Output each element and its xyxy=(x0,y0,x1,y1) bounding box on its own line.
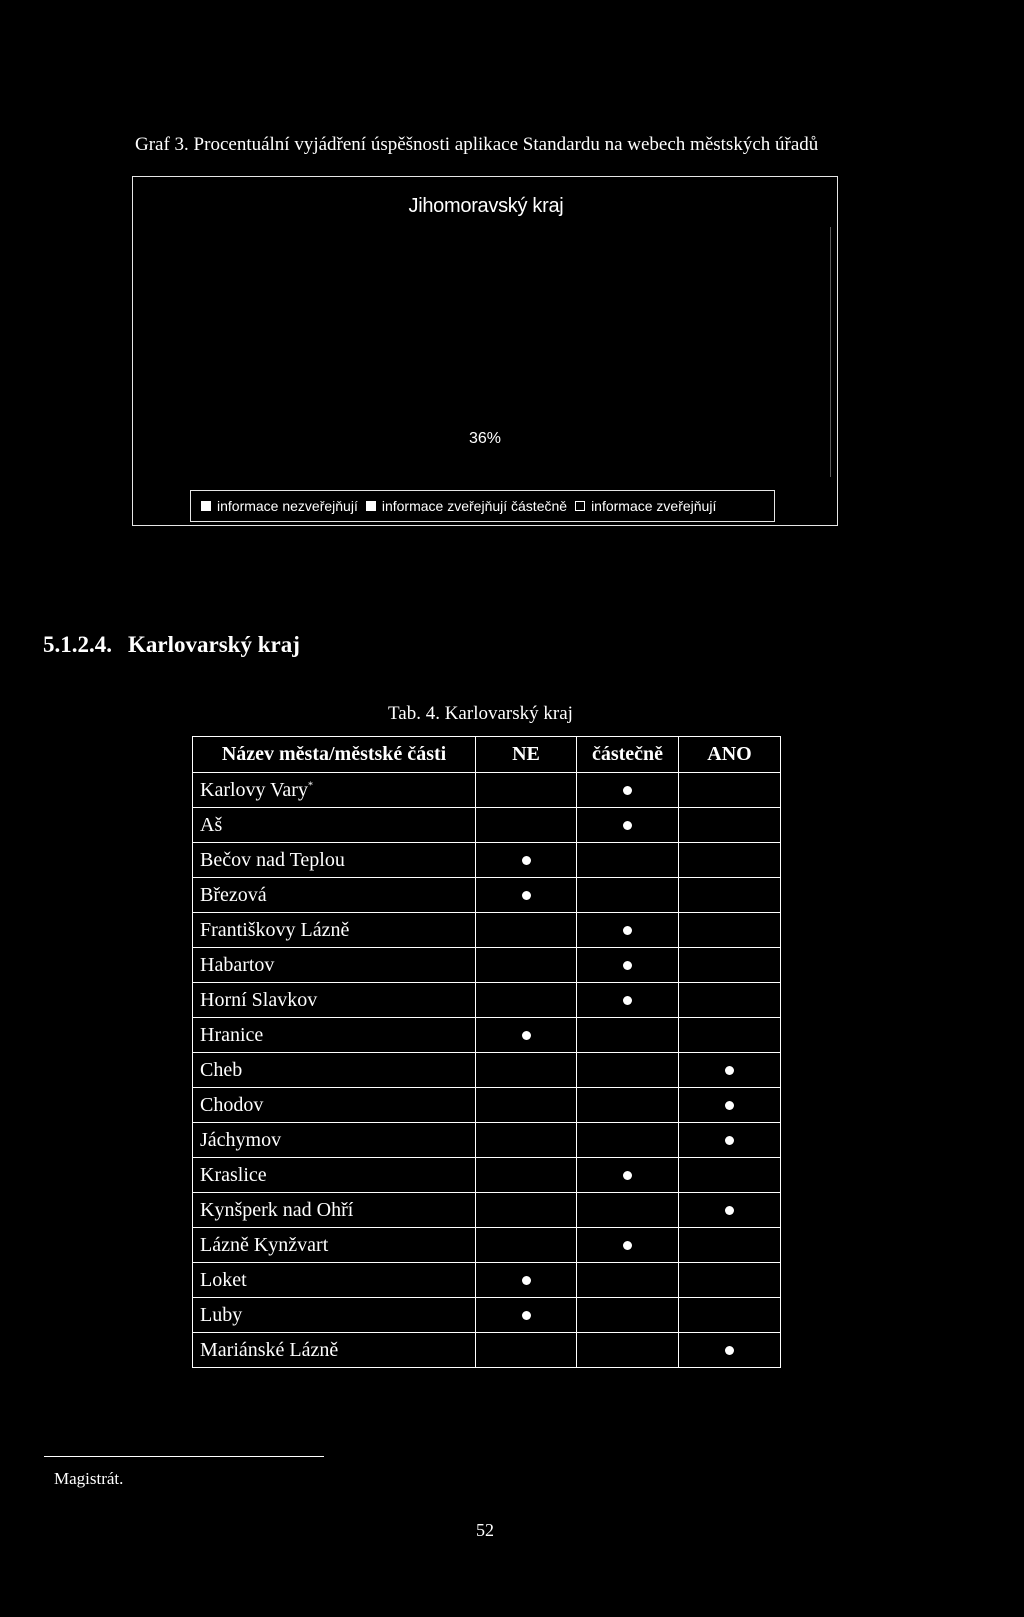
mark-cell xyxy=(577,1018,679,1053)
bullet-dot-icon xyxy=(623,786,632,795)
table-row xyxy=(193,1298,781,1333)
mark-cell xyxy=(476,1193,577,1228)
section-title: Karlovarský kraj xyxy=(128,632,300,657)
mark-cell xyxy=(679,1053,781,1088)
section-heading xyxy=(43,632,300,658)
mark-cell xyxy=(476,1228,577,1263)
mark-cell xyxy=(577,773,679,808)
table-row xyxy=(193,878,781,913)
city-name-cell xyxy=(193,1123,476,1158)
footnote: Magistrát. xyxy=(54,1469,124,1488)
mark-cell xyxy=(679,983,781,1018)
bullet-dot-icon xyxy=(623,926,632,935)
table-header-row xyxy=(193,737,781,773)
mark-cell xyxy=(577,913,679,948)
legend-item xyxy=(366,498,567,514)
mark-cell xyxy=(476,1333,577,1368)
table-row xyxy=(193,1333,781,1368)
city-name-cell xyxy=(193,1228,476,1263)
bullet-dot-icon xyxy=(725,1101,734,1110)
city-name-cell xyxy=(193,843,476,878)
mark-cell xyxy=(679,1018,781,1053)
mark-cell xyxy=(679,1228,781,1263)
mark-cell xyxy=(679,913,781,948)
header-ne: NE xyxy=(476,737,577,773)
footnote-marker: * xyxy=(307,779,313,791)
chart-title: Jihomoravský kraj xyxy=(408,195,564,217)
city-name: Lázně Kynžvart xyxy=(200,1233,329,1256)
city-name-cell xyxy=(193,1298,476,1333)
city-name: Cheb xyxy=(200,1058,243,1081)
city-name: Habartov xyxy=(200,953,275,976)
mark-cell xyxy=(679,1333,781,1368)
legend-item xyxy=(575,498,716,514)
mark-cell xyxy=(679,878,781,913)
table-row xyxy=(193,1263,781,1298)
table-row xyxy=(193,948,781,983)
city-name-cell xyxy=(193,913,476,948)
header-ano: ANO xyxy=(679,737,781,773)
mark-cell xyxy=(476,1263,577,1298)
legend-swatch-filled-icon xyxy=(366,501,376,511)
mark-cell xyxy=(679,948,781,983)
bullet-dot-icon xyxy=(522,1031,531,1040)
mark-cell xyxy=(679,1088,781,1123)
mark-cell xyxy=(476,1123,577,1158)
table-row xyxy=(193,1228,781,1263)
mark-cell xyxy=(476,1053,577,1088)
bullet-dot-icon xyxy=(522,1276,531,1285)
city-name: Hranice xyxy=(200,1023,264,1046)
table-row xyxy=(193,1158,781,1193)
mark-cell xyxy=(577,808,679,843)
bullet-dot-icon xyxy=(522,891,531,900)
mark-cell xyxy=(679,1263,781,1298)
city-name-cell xyxy=(193,1193,476,1228)
mark-cell xyxy=(577,1298,679,1333)
mark-cell xyxy=(577,1123,679,1158)
city-name: Bečov nad Teplou xyxy=(200,848,345,871)
mark-cell xyxy=(476,1018,577,1053)
mark-cell xyxy=(476,913,577,948)
mark-cell xyxy=(577,1228,679,1263)
legend-swatch-outline-icon xyxy=(575,501,585,511)
city-name-cell xyxy=(193,1018,476,1053)
table-row xyxy=(193,808,781,843)
table-row xyxy=(193,843,781,878)
mark-cell xyxy=(476,808,577,843)
city-name: Mariánské Lázně xyxy=(200,1338,339,1361)
legend-swatch-filled-icon xyxy=(201,501,211,511)
graph-caption: Graf 3. Procentuální vyjádření úspěšnosti aplikace Standardu na webech městských úřadů xyxy=(135,134,819,155)
mark-cell xyxy=(476,1088,577,1123)
table-row xyxy=(193,1123,781,1158)
city-name: Kraslice xyxy=(200,1163,267,1186)
city-name-cell xyxy=(193,983,476,1018)
mark-cell xyxy=(476,773,577,808)
mark-cell xyxy=(577,1088,679,1123)
legend-label: informace zveřejňují částečně xyxy=(381,498,568,514)
bullet-dot-icon xyxy=(725,1346,734,1355)
section-number: 5.1.2.4. xyxy=(43,632,112,657)
city-name: Loket xyxy=(200,1268,247,1291)
bullet-dot-icon xyxy=(623,996,632,1005)
city-name: Luby xyxy=(200,1303,243,1326)
data-table xyxy=(192,736,781,1368)
bullet-dot-icon xyxy=(623,1241,632,1250)
bullet-dot-icon xyxy=(522,1311,531,1320)
bullet-dot-icon xyxy=(623,961,632,970)
footnote-divider xyxy=(44,1456,324,1457)
mark-cell xyxy=(679,843,781,878)
city-name-cell xyxy=(193,948,476,983)
mark-cell xyxy=(476,843,577,878)
mark-cell xyxy=(679,1193,781,1228)
chart-legend xyxy=(190,490,775,522)
city-name: Karlovy Vary xyxy=(200,778,308,801)
mark-cell xyxy=(577,983,679,1018)
mark-cell xyxy=(679,773,781,808)
bullet-dot-icon xyxy=(522,856,531,865)
city-name-cell xyxy=(193,1053,476,1088)
city-name: Františkovy Lázně xyxy=(200,918,350,941)
header-castecne: částečně xyxy=(577,737,679,773)
mark-cell xyxy=(577,843,679,878)
mark-cell xyxy=(679,808,781,843)
city-name: Horní Slavkov xyxy=(200,988,318,1011)
table-row xyxy=(193,1193,781,1228)
table-row xyxy=(193,773,781,808)
city-name: Jáchymov xyxy=(200,1128,282,1151)
bullet-dot-icon xyxy=(725,1206,734,1215)
mark-cell xyxy=(577,878,679,913)
chart-frame xyxy=(132,176,838,526)
city-name-cell xyxy=(193,878,476,913)
chart-percent-label: 36% xyxy=(468,430,502,447)
city-name-cell xyxy=(193,1158,476,1193)
table-row xyxy=(193,1053,781,1088)
mark-cell xyxy=(577,1193,679,1228)
mark-cell xyxy=(476,983,577,1018)
legend-label: informace zveřejňují xyxy=(591,498,717,514)
header-name: Název města/městské části xyxy=(193,737,476,773)
bullet-dot-icon xyxy=(623,821,632,830)
table-row xyxy=(193,913,781,948)
city-name: Aš xyxy=(200,813,223,836)
legend-item xyxy=(201,498,358,514)
mark-cell xyxy=(476,878,577,913)
table-row xyxy=(193,983,781,1018)
city-name: Březová xyxy=(200,883,267,906)
table-caption: Tab. 4. Karlovarský kraj xyxy=(388,703,573,724)
bullet-dot-icon xyxy=(725,1066,734,1075)
mark-cell xyxy=(577,1053,679,1088)
bullet-dot-icon xyxy=(623,1171,632,1180)
mark-cell xyxy=(679,1123,781,1158)
city-name-cell xyxy=(193,1088,476,1123)
mark-cell xyxy=(476,1158,577,1193)
city-name-cell xyxy=(193,773,476,808)
mark-cell xyxy=(577,1263,679,1298)
mark-cell xyxy=(577,1158,679,1193)
city-name: Chodov xyxy=(200,1093,264,1116)
city-name-cell xyxy=(193,1333,476,1368)
mark-cell xyxy=(577,948,679,983)
city-name: Kynšperk nad Ohří xyxy=(200,1198,354,1221)
legend-label: informace nezveřejňují xyxy=(217,498,358,514)
bullet-dot-icon xyxy=(725,1136,734,1145)
city-name-cell xyxy=(193,808,476,843)
table-body xyxy=(193,773,781,1368)
page-number: 52 xyxy=(476,1520,494,1540)
mark-cell xyxy=(476,948,577,983)
mark-cell xyxy=(679,1298,781,1333)
mark-cell xyxy=(679,1158,781,1193)
table-row xyxy=(193,1018,781,1053)
mark-cell xyxy=(577,1333,679,1368)
city-name-cell xyxy=(193,1263,476,1298)
mark-cell xyxy=(476,1298,577,1333)
table-row xyxy=(193,1088,781,1123)
